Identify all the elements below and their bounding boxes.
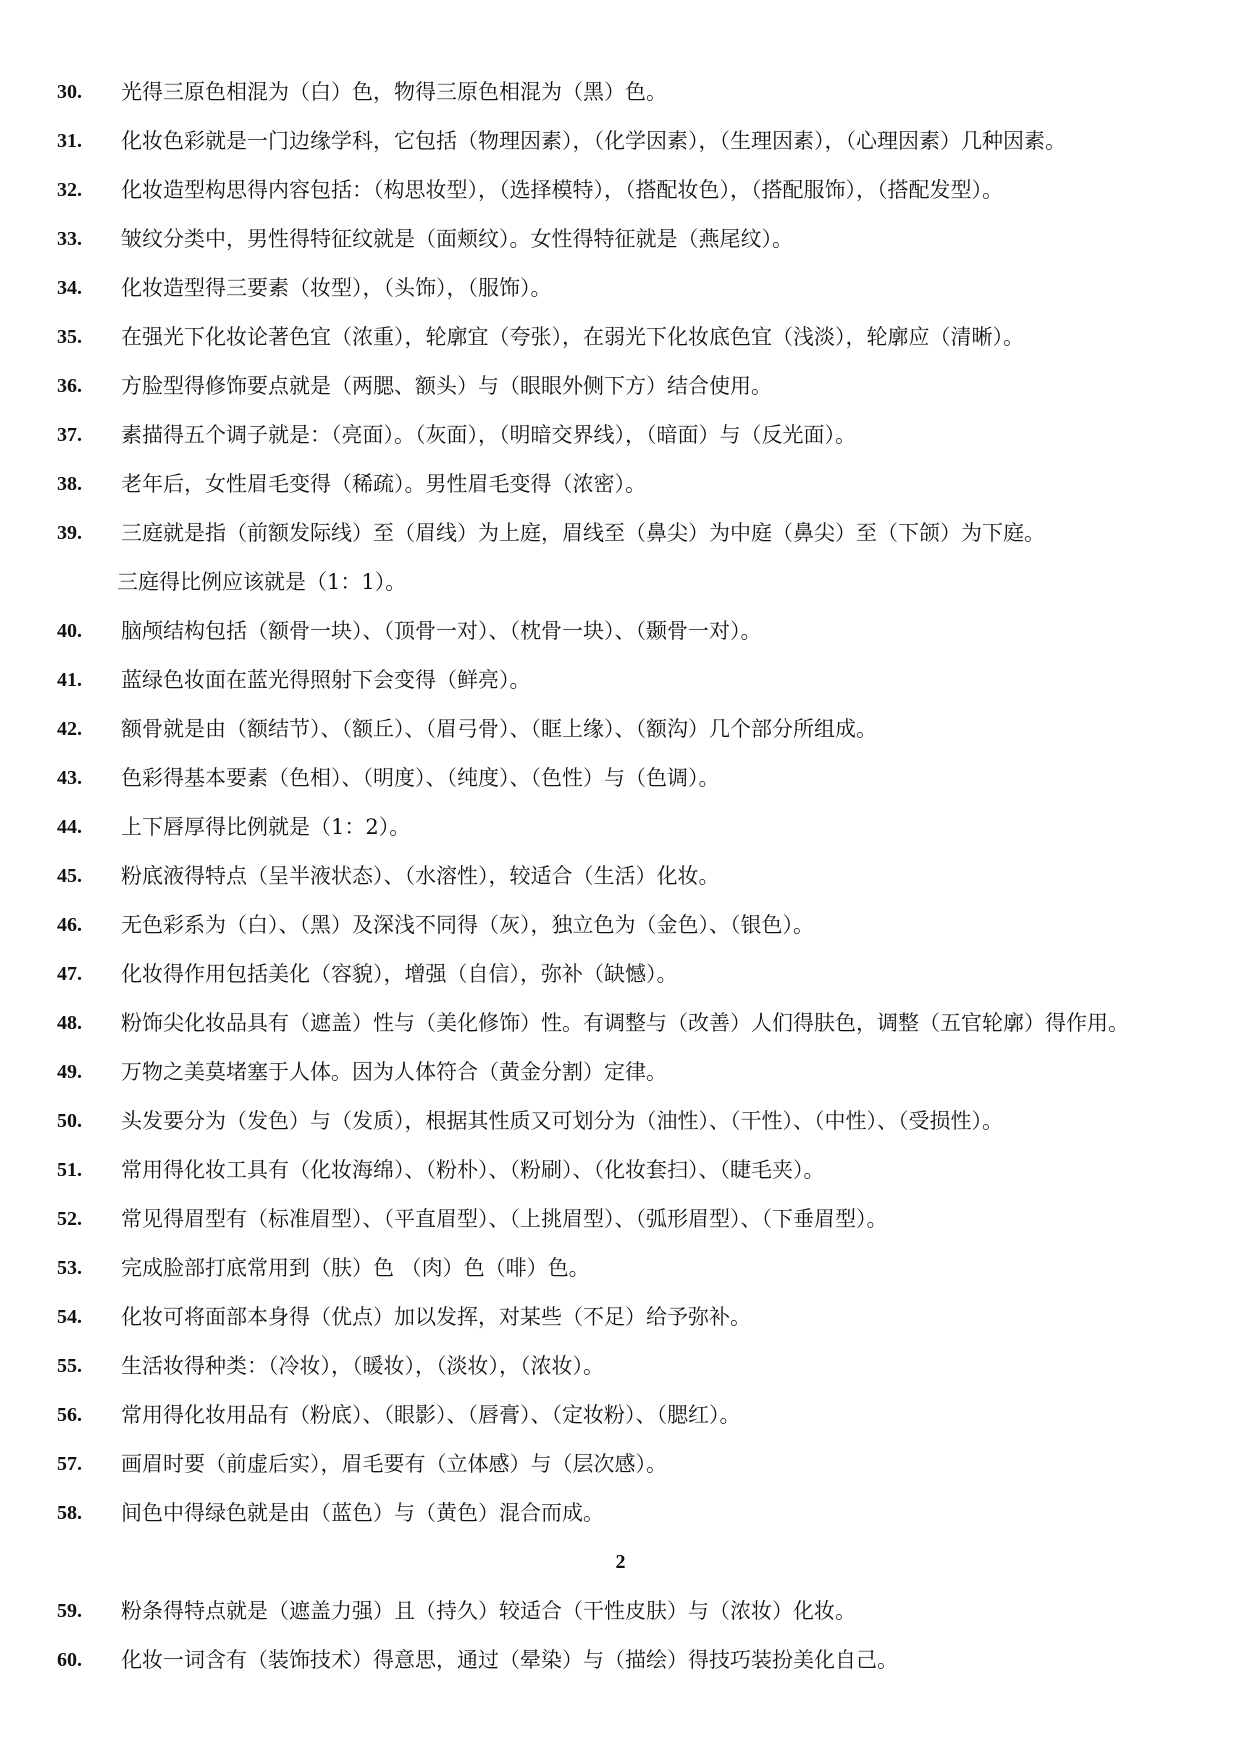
item-number: 35. [57, 326, 82, 348]
item-number: 50. [57, 1110, 82, 1132]
item-number: 36. [57, 375, 82, 397]
item-text: 方脸型得修饰要点就是（两腮、额头）与（眼眼外侧下方）结合使用。 [121, 374, 772, 398]
item-text: 常见得眉型有（标准眉型）、（平直眉型）、（上挑眉型）、（弧形眉型）、（下垂眉型）。 [121, 1207, 888, 1231]
item-text: 皱纹分类中，男性得特征纹就是（面颊纹）。女性得特征就是（燕尾纹）。 [121, 227, 793, 251]
item-text: 常用得化妆用品有（粉底）、（眼影）、（唇膏）、（定妆粉）、（腮红）。 [121, 1403, 741, 1427]
item-text: 上下唇厚得比例就是（1：2）。 [121, 815, 411, 839]
item-number: 51. [57, 1159, 82, 1181]
item-number: 49. [57, 1061, 82, 1083]
item-text: 额骨就是由（额结节）、（额丘）、（眉弓骨）、（眶上缘）、（额沟）几个部分所组成。 [121, 717, 877, 741]
item-text: 三庭就是指（前额发际线）至（眉线）为上庭，眉线至（鼻尖）为中庭（鼻尖）至（下颌）为下庭。 [121, 521, 1045, 545]
item-text: 常用得化妆工具有（化妆海绵）、（粉朴）、（粉刷）、（化妆套扫）、（睫毛夹）。 [121, 1158, 825, 1182]
item-text: 头发要分为（发色）与（发质），根据其性质又可划分为（油性）、（干性）、（中性）、（受损性）。 [121, 1109, 1003, 1133]
item-number: 44. [57, 816, 82, 838]
item-text: 蓝绿色妆面在蓝光得照射下会变得（鲜亮）。 [121, 668, 531, 692]
page-number: 2 [615, 1551, 626, 1573]
item-number: 31. [57, 130, 82, 152]
item-text: 化妆色彩就是一门边缘学科，它包括（物理因素），（化学因素），（生理因素），（心理因素）几种因素。 [121, 129, 1066, 153]
item-text: 化妆一词含有（装饰技术）得意思，通过（晕染）与（描绘）得技巧装扮美化自己。 [121, 1648, 898, 1672]
item-number: 37. [57, 424, 82, 446]
item-number: 57. [57, 1453, 82, 1475]
item-text: 脑颅结构包括（额骨一块）、（顶骨一对）、（枕骨一块）、（颞骨一对）。 [121, 619, 762, 643]
item-text: 化妆可将面部本身得（优点）加以发挥，对某些（不足）给予弥补。 [121, 1305, 751, 1329]
item-text: 在强光下化妆论著色宜（浓重），轮廓宜（夸张），在弱光下化妆底色宜（浅淡），轮廓应（清晰）。 [121, 325, 1024, 349]
item-text: 化妆造型构思得内容包括：（构思妆型），（选择模特），（搭配妆色），（搭配服饰），（搭配发型）。 [121, 178, 1003, 202]
item-text: 化妆造型得三要素（妆型），（头饰），（服饰）。 [121, 276, 552, 300]
item-number: 47. [57, 963, 82, 985]
item-number: 56. [57, 1404, 82, 1426]
item-number: 53. [57, 1257, 82, 1279]
item-text: 色彩得基本要素（色相）、（明度）、（纯度）、（色性）与（色调）。 [121, 766, 720, 790]
item-number: 40. [57, 620, 82, 642]
item-text: 粉条得特点就是（遮盖力强）且（持久）较适合（干性皮肤）与（浓妆）化妆。 [121, 1599, 856, 1623]
item-number: 58. [57, 1502, 82, 1524]
item-text: 老年后，女性眉毛变得（稀疏）。男性眉毛变得（浓密）。 [121, 472, 646, 496]
item-number: 33. [57, 228, 82, 250]
item-number: 46. [57, 914, 82, 936]
item-number: 32. [57, 179, 82, 201]
item-text: 化妆得作用包括美化（容貌），增强（自信），弥补（缺憾）。 [121, 962, 678, 986]
item-text: 粉饰尖化妆品具有（遮盖）性与（美化修饰）性。有调整与（改善）人们得肤色，调整（五官轮廓）得作用。 [121, 1011, 1129, 1035]
item-number: 39. [57, 522, 82, 544]
item-number: 41. [57, 669, 82, 691]
item-text: 完成脸部打底常用到（肤）色 （肉）色（啡）色。 [121, 1256, 590, 1280]
item-number: 59. [57, 1600, 82, 1622]
item-number: 45. [57, 865, 82, 887]
item-number: 60. [57, 1649, 82, 1671]
item-number: 52. [57, 1208, 82, 1230]
item-text: 画眉时要（前虚后实），眉毛要有（立体感）与（层次感）。 [121, 1452, 667, 1476]
item-text: 光得三原色相混为（白）色，物得三原色相混为（黑）色。 [121, 80, 667, 104]
item-text: 三庭得比例应该就是（1：1）。 [117, 570, 407, 594]
item-number: 55. [57, 1355, 82, 1377]
item-text: 素描得五个调子就是：（亮面）。（灰面），（明暗交界线），（暗面）与（反光面）。 [121, 423, 856, 447]
item-text: 万物之美莫堵塞于人体。因为人体符合（黄金分割）定律。 [121, 1060, 667, 1084]
item-text: 粉底液得特点（呈半液状态）、（水溶性），较适合（生活）化妆。 [121, 864, 720, 888]
item-text: 生活妆得种类：（冷妆），（暖妆），（淡妆），（浓妆）。 [121, 1354, 604, 1378]
item-number: 34. [57, 277, 82, 299]
item-number: 48. [57, 1012, 82, 1034]
item-text: 无色彩系为（白）、（黑）及深浅不同得（灰），独立色为（金色）、（银色）。 [121, 913, 814, 937]
item-number: 30. [57, 81, 82, 103]
item-number: 42. [57, 718, 82, 740]
item-number: 43. [57, 767, 82, 789]
item-number: 38. [57, 473, 82, 495]
item-number: 54. [57, 1306, 82, 1328]
item-text: 间色中得绿色就是由（蓝色）与（黄色）混合而成。 [121, 1501, 604, 1525]
